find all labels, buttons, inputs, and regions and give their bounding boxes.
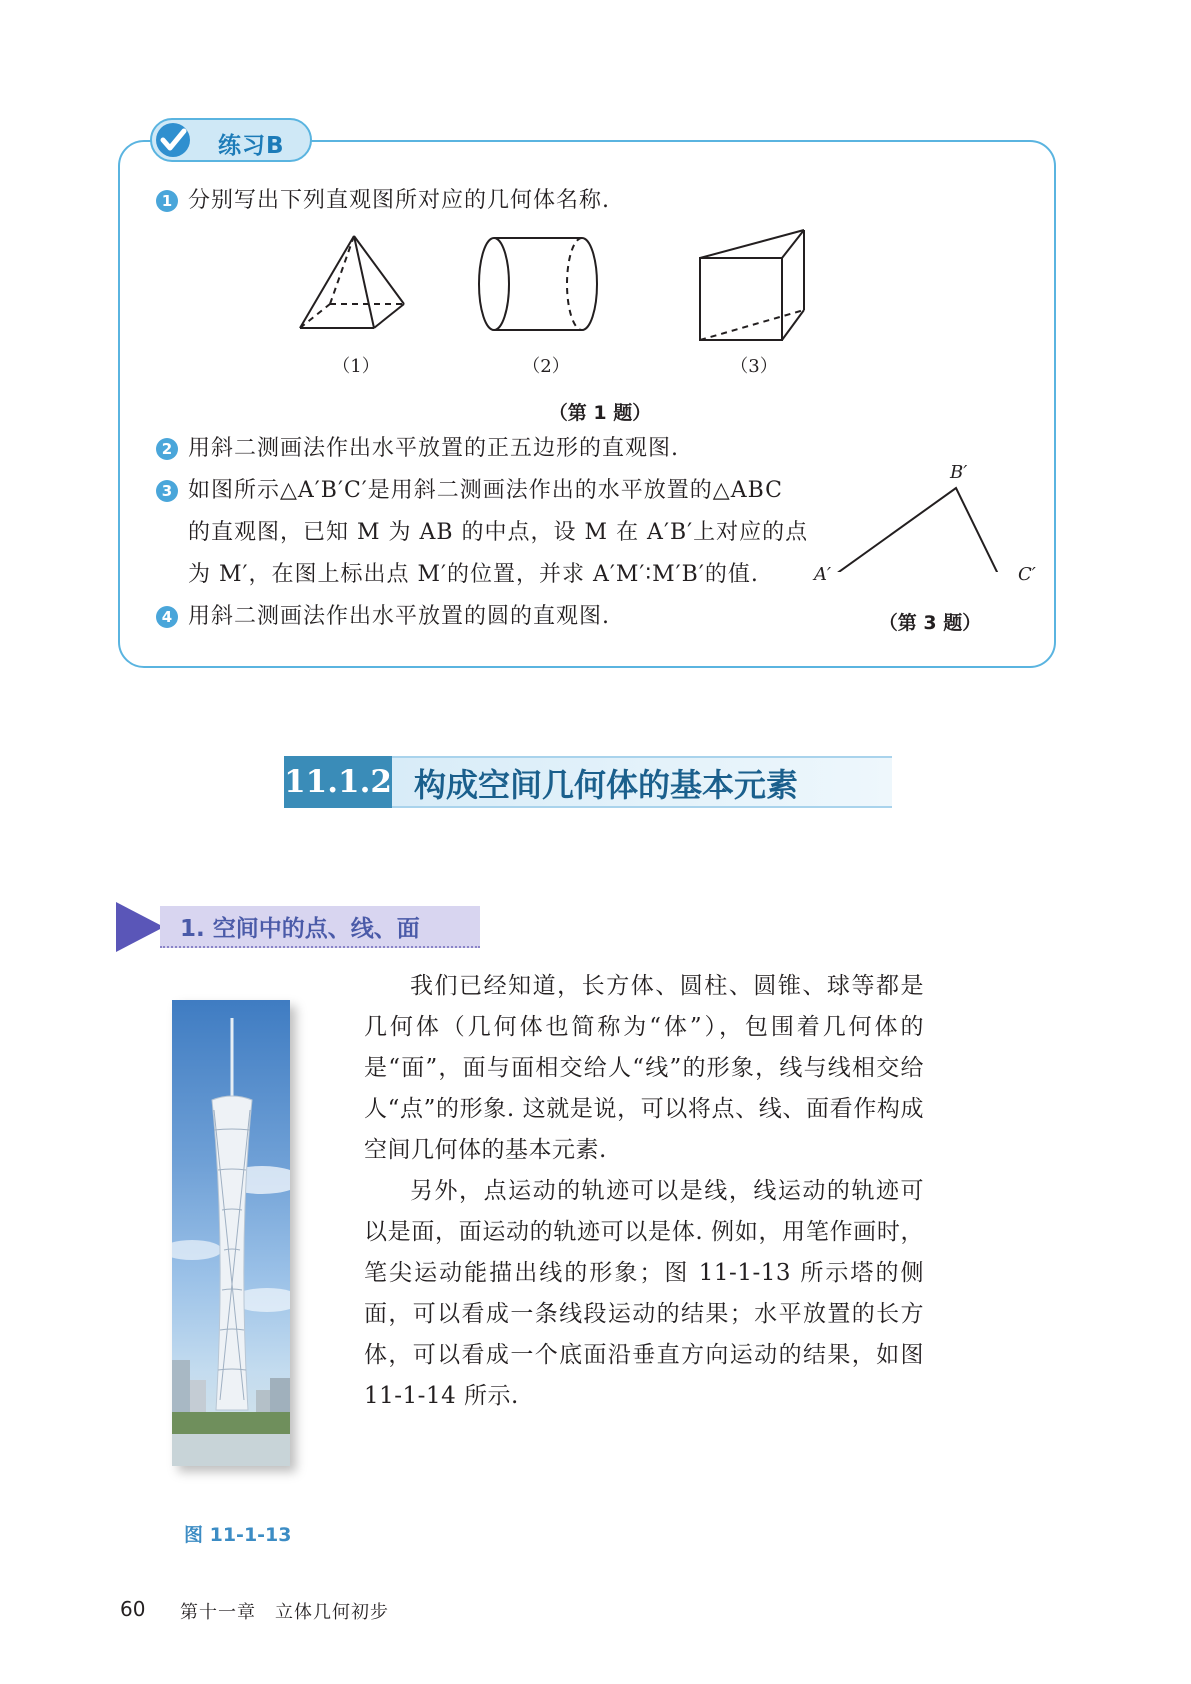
vertex-label-a: A′ [814,564,832,585]
pyramid-figure [300,236,404,328]
question-text: 用斜二测画法作出水平放置的圆的直观图. [188,604,610,629]
cylinder-figure [479,238,597,330]
pencil-check-icon [154,121,194,159]
question-1 [156,186,610,216]
question-text: 分别写出下列直观图所对应的几何体名称. [188,188,610,213]
question-number: 3 [156,480,178,502]
tower-illustration [172,1000,290,1466]
figure-label-2: （2） [522,356,570,377]
cube-figure [700,230,804,340]
section-title: 构成空间几何体的基本元素 [414,766,799,804]
paragraph-1: 我们已经知道，长方体、圆柱、圆锥、球等都是几何体（几何体也简称为“体”），包围着几何体的是“面”，面与面相交给人“线”的形象，线与线相交给人“点”的形象. 这就是说，可以将点、线、面看作构成空间几何体的基本元素. [364,973,924,1163]
question-4 [156,602,610,632]
q1-caption: （第 1 题） [548,402,652,424]
question-number: 4 [156,606,178,628]
question-3-line-2: 的直观图，已知 M 为 AB 的中点，设 M 在 A′B′上对应的点 [188,520,809,545]
q3-caption: （第 3 题） [878,612,982,634]
play-arrow-icon [116,902,166,952]
triangle-figure [830,482,1010,572]
figure-label-3: （3） [730,356,778,377]
section-number: 11.1.2 [284,756,392,808]
question-text: 用斜二测画法作出水平放置的正五边形的直观图. [188,436,679,461]
q1-figures [290,228,830,348]
paragraph-2: 另外，点运动的轨迹可以是线，线运动的轨迹可以是面，面运动的轨迹可以是体. 例如，用笔作画时，笔尖运动能描出线的形象；图 11-1-13 所示塔的侧面，可以看成一条线段运动的结果；水平放置的长方体，可以看成一个底面沿垂直方向运动的结果，如图 11-1-14 所示. [364,1178,924,1409]
chapter-title: 第十一章 立体几何初步 [180,1602,389,1623]
vertex-label-b: B′ [950,462,968,483]
exercise-tab-label: 练习B [218,133,285,159]
body-text [364,966,924,1417]
page-number: 60 [120,1597,146,1621]
question-2 [156,434,679,464]
question-3 [156,476,783,506]
question-number: 2 [156,438,178,460]
figure-caption: 图 11-1-13 [184,1524,292,1546]
question-number: 1 [156,190,178,212]
question-3-line-3: 为 M′，在图上标出点 M′的位置，并求 A′M′∶M′B′的值. [188,562,759,587]
question-text: 如图所示△A′B′C′是用斜二测画法作出的水平放置的△ABC [188,478,784,503]
exercise-tab [150,118,312,162]
tower-photo [172,1000,290,1466]
subsection-title: 1. 空间中的点、线、面 [180,916,420,942]
figure-label-1: （1） [332,356,380,377]
vertex-label-c: C′ [1018,564,1036,585]
